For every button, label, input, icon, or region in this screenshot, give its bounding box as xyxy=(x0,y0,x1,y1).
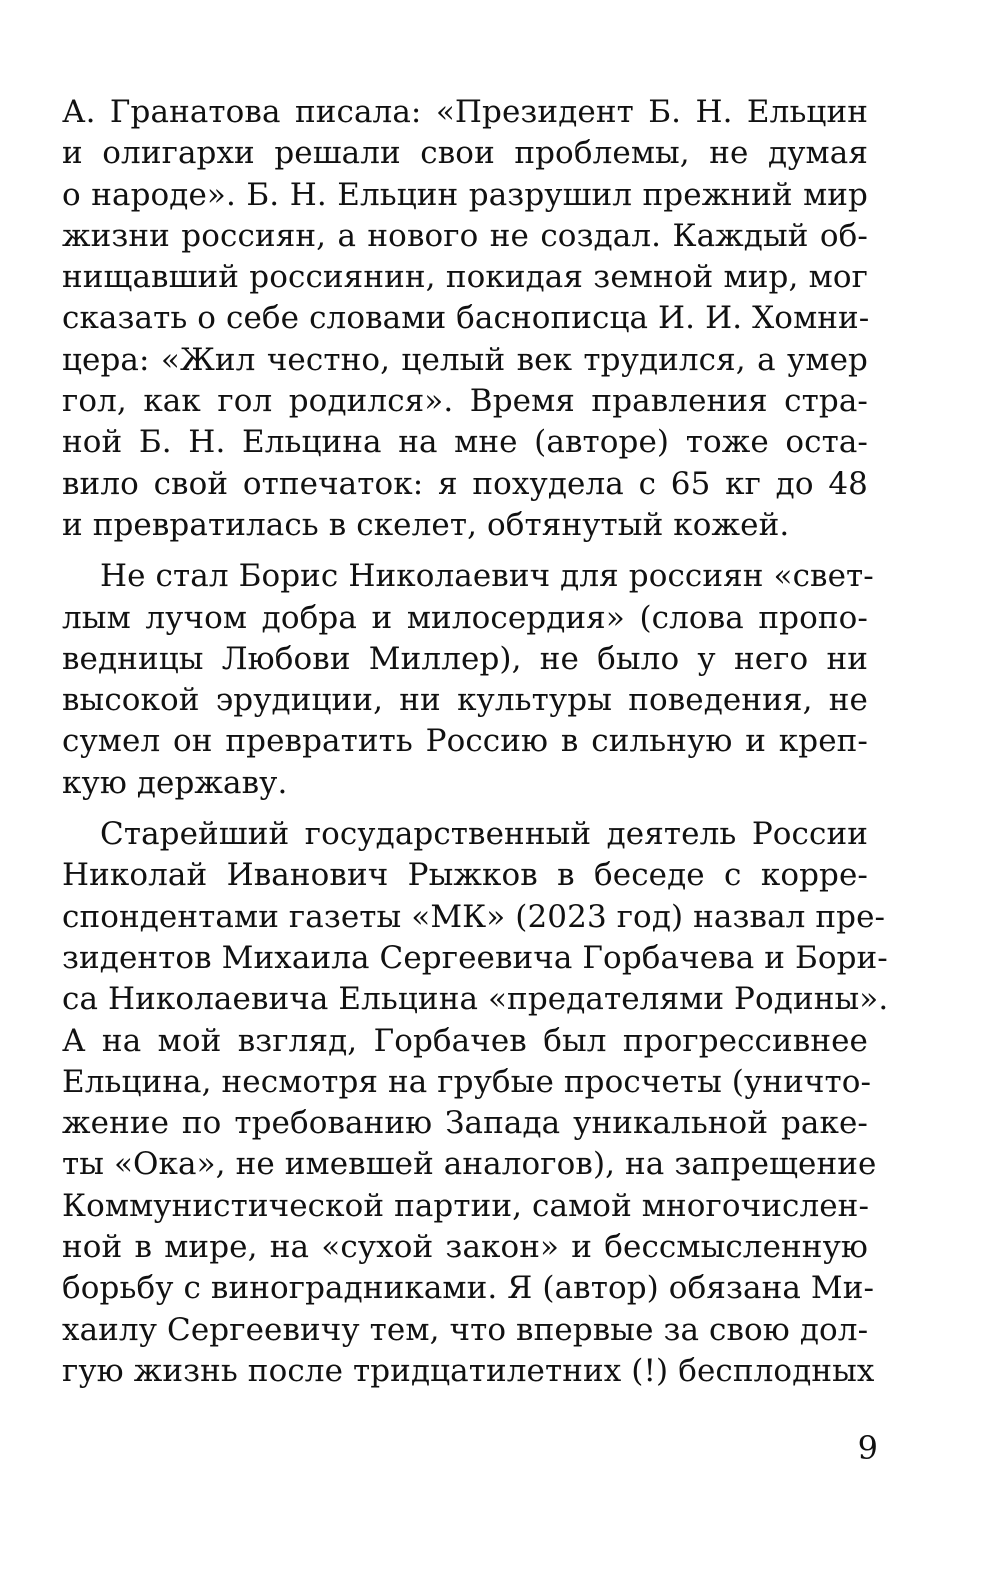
text-line: высокой эрудиции, ни культуры поведения, не xyxy=(62,682,868,719)
text-line: и превратилась в скелет, обтянутый кожей. xyxy=(62,506,790,543)
text-line: хаилу Сергеевичу тем, что впервые за свою дол- xyxy=(62,1311,869,1348)
paragraph xyxy=(62,814,889,1392)
text-line: са Николаевича Ельцина «предателями Родины». xyxy=(62,981,889,1018)
text-line: Ельцина, несмотря на грубые просчеты (уничто- xyxy=(62,1063,872,1100)
text-line: ты «Ока», не имевшей аналогов), на запрещение xyxy=(62,1146,877,1183)
text-line: цера: «Жил честно, целый век трудился, а умер xyxy=(62,341,868,378)
text-line: сумел он превратить Россию в сильную и креп- xyxy=(62,723,868,760)
text-line: жение по требованию Запада уникальной раке- xyxy=(62,1105,868,1142)
text-line: кую державу. xyxy=(62,764,288,801)
text-line: А на мой взгляд, Горбачев был прогрессивнее xyxy=(62,1022,868,1059)
text-line: Старейший государственный деятель России xyxy=(100,816,868,853)
text-line: ведницы Любови Миллер), не было у него ни xyxy=(62,640,868,677)
text-line: жизни россиян, а нового не создал. Каждый об- xyxy=(62,217,868,254)
text-line: нищавший россиянин, покидая земной мир, мог xyxy=(62,259,868,296)
text-line: зидентов Михаила Сергеевича Горбачева и Бори- xyxy=(62,939,888,976)
paragraph-gap xyxy=(62,804,868,814)
text-line: гол, как гол родился». Время правления стра- xyxy=(62,383,868,420)
text-line: сказать о себе словами баснописца И. И. Хомни- xyxy=(62,300,870,337)
text-line: Не стал Борис Николаевич для россиян «свет- xyxy=(100,558,874,595)
page-number: 9 xyxy=(857,1429,878,1467)
text-line: А. Гранатова писала: «Президент Б. Н. Ельцин xyxy=(62,94,868,130)
text-line: и олигархи решали свои проблемы, не думая xyxy=(62,135,868,172)
text-line: спондентами газеты «МК» (2023 год) назвал пре- xyxy=(62,898,886,935)
text-line: ной Б. Н. Ельцина на мне (авторе) тоже оста- xyxy=(62,424,868,461)
text-line: лым лучом добра и милосердия» (слова пропо- xyxy=(62,599,868,636)
text-line: борьбу с виноградниками. Я (автор) обязана Ми- xyxy=(62,1270,875,1307)
paragraph xyxy=(62,556,874,804)
text-line: о народе». Б. Н. Ельцин разрушил прежний мир xyxy=(62,176,868,213)
text-line: вило свой отпечаток: я похудела с 65 кг до 48 xyxy=(62,465,868,502)
paragraph xyxy=(62,92,868,546)
body-text xyxy=(62,92,889,1392)
text-line: ной в мире, на «сухой закон» и бессмысленную xyxy=(62,1229,868,1266)
text-line: гую жизнь после тридцатилетних (!) бесплодных xyxy=(62,1352,875,1389)
text-line: Коммунистической партии, самой многочислен- xyxy=(62,1187,870,1224)
paragraph-gap xyxy=(62,546,868,556)
text-line: Николай Иванович Рыжков в беседе с корре- xyxy=(62,857,868,894)
